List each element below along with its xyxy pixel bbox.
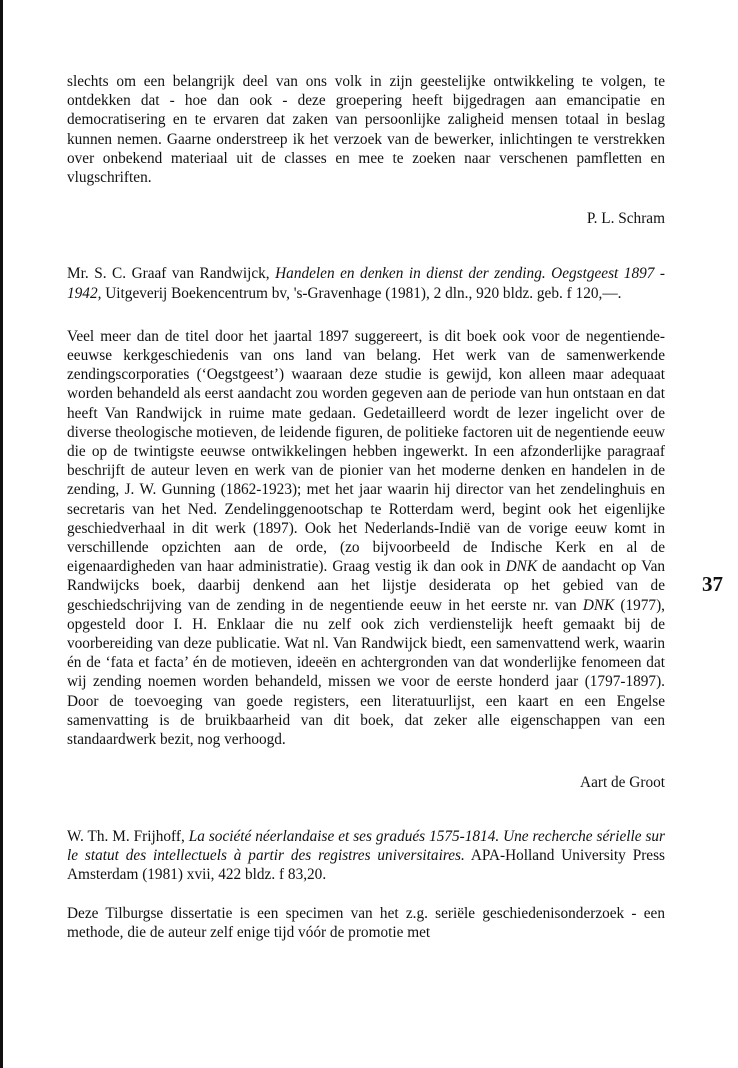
review-2-title: La société néerlandaise et ses gradués 1575-1814. Une recherche sérielle sur le statut des intellectuels à partir des registres universitaires. (67, 827, 666, 864)
review-1-reference (67, 264, 665, 302)
review-1-publication: Uitgeverij Boekencentrum bv, 's-Gravenhage (1981), 2 dln., 920 bldz. geb. f 120,—. (105, 284, 622, 302)
review-1-body-part-2: de aandacht op Van Randwijcks boek, daarbij denkend aan het lijstje desiderata op het gebied van de geschiedschrijving van de zending in de negentiende eeuw in het eerste nr. van (67, 558, 666, 614)
review-1-body-part-3: (1977), opgesteld door I. H. Enklaar die nu zelf ook zich verdienstelijk heeft gemaakt bij de voorbereiding van deze publicatie. Wat nl. Van Randwijck biedt, een samenvattend werk, waarin én de ‘fata et facta’ én de motieven, ideeën en achtergronden van dat wonderlijke fenomeen dat wij zending noemen worden behandeld, missen we voor de eerste honderd jaar (1797-1897). Door de toevoeging van goede registers, een literatuurlijst, een kaart en een Engelse samenvatting is de bruikbaarheid van dit boek, dat zeker alle eigenschappen van een standaardwerk bezit, nog verhoogd. (67, 596, 665, 749)
review-1-body (67, 327, 665, 749)
review-2-body: Deze Tilburgse dissertatie is een specimen van het z.g. seriële geschiedenisonderzoek - een methode, die de auteur zelf enige tijd vóór de promotie met (67, 905, 665, 942)
signature-de-groot: Aart de Groot (580, 774, 665, 792)
review-2-reference (67, 827, 665, 885)
review-2-author: W. Th. M. Frijhoff, (67, 827, 185, 845)
page-text-column (67, 72, 665, 943)
journal-abbrev-dnk: DNK (505, 558, 538, 576)
review-1-author: Mr. S. C. Graaf van Randwijck, (67, 265, 270, 283)
journal-abbrev-dnk: DNK (582, 596, 615, 614)
signature-schram: P. L. Schram (586, 210, 665, 228)
page-number: 37 (702, 572, 723, 596)
review-1-body-part-1: Veel meer dan de titel door het jaartal 1897 suggereert, is dit boek ook voor de negentiende-eeuwse kerkgeschiedenis van ons land van belang. Het werk van de samenwerkende zendingscorporaties (‘Oegstgeest’) waaraan deze studie is gewijd, kon alleen maar adequaat worden behandeld als eerst aandacht zou worden gegeven aan de periode van hun ontstaan en dat heeft Van Randwijck in ruime mate gedaan. Gedetailleerd wordt de lezer ingelicht over de diverse theologische motieven, de leidende figuren, de politieke factoren uit de negentiende eeuw die op de twintigste eeuwse ontwikkelingen hebben ingewerkt. In een afzonderlijke paragraaf beschrijft de auteur leven en werk van de pionier van het moderne denken en handelen in de zending, J. W. Gunning (1862-1923); met het jaar waarin hij director van het zendelinghuis en secretaris van het Ned. Zendelinggenootschap te Rotterdam werd, begint ook het eigenlijke geschiedverhaal in dit werk (1897). Ook het Nederlands-Indië van de vorige eeuw komt in verschillende opzichten aan de orde, (zo bijvoorbeeld de Indische Kerk en al de eigenaardigheden van haar administratie). Graag vestig ik dan ook in (67, 327, 665, 576)
page-edge-rule (0, 0, 3, 1068)
intro-paragraph: slechts om een belangrijk deel van ons volk in zijn geestelijke ontwikkeling te volgen, te ontdekken dat - hoe dan ook - deze groepering heeft bijgedragen aan emancipatie en democratisering en te ervaren dat zaken van persoonlijke zaligheid mensen totaal in beslag kunnen nemen. Gaarne onderstreep ik het verzoek van de bewerker, inlichtingen te verstrekken over onbekend materiaal uit de classes en mee te zoeken naar verschenen pamfletten en vlugschriften. (67, 73, 665, 187)
review-2-publication: APA-Holland University Press Amsterdam (1981) xvii, 422 bldz. f 83,20. (67, 846, 665, 883)
review-1-title: Handelen en denken in dienst der zending. Oegstgeest 1897 - 1942, (67, 265, 666, 302)
